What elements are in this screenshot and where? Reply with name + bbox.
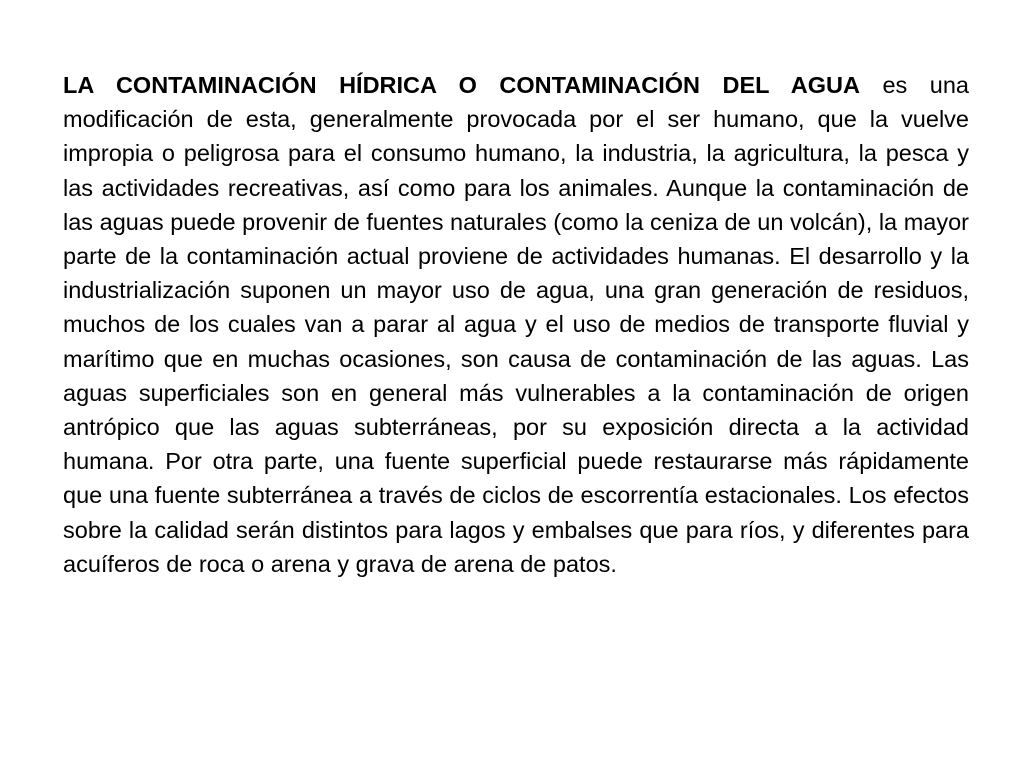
- paragraph: [63, 68, 969, 581]
- body-text: es una modificación de esta, generalmente provocada por el ser humano, que la vuelve impropia o peligrosa para el consumo humano, la industria, la agricultura, la pesca y las actividades recreativas, así como para los animales. Aunque la contaminación de las aguas puede provenir de fuentes naturales (como la ceniza de un volcán), la mayor parte de la contaminación actual proviene de actividades humanas. El desarrollo y la industrialización suponen un mayor uso de agua, una gran generación de residuos, muchos de los cuales van a parar al agua y el uso de medios de transporte fluvial y marítimo que en muchas ocasiones, son causa de contaminación de las aguas. Las aguas superficiales son en general más vulnerables a la contaminación de origen antrópico que las aguas subterráneas, por su exposición directa a la actividad humana. Por otra parte, una fuente superficial puede restaurarse más rápidamente que una fuente subterránea a través de ciclos de escorrentía estacionales. Los efectos sobre la calidad serán distintos para lagos y embalses que para ríos, y diferentes para acuíferos de roca o arena y grava de arena de patos.: [63, 72, 969, 577]
- heading-text: LA CONTAMINACIÓN HÍDRICA O CONTAMINACIÓN DEL AGUA: [63, 72, 860, 98]
